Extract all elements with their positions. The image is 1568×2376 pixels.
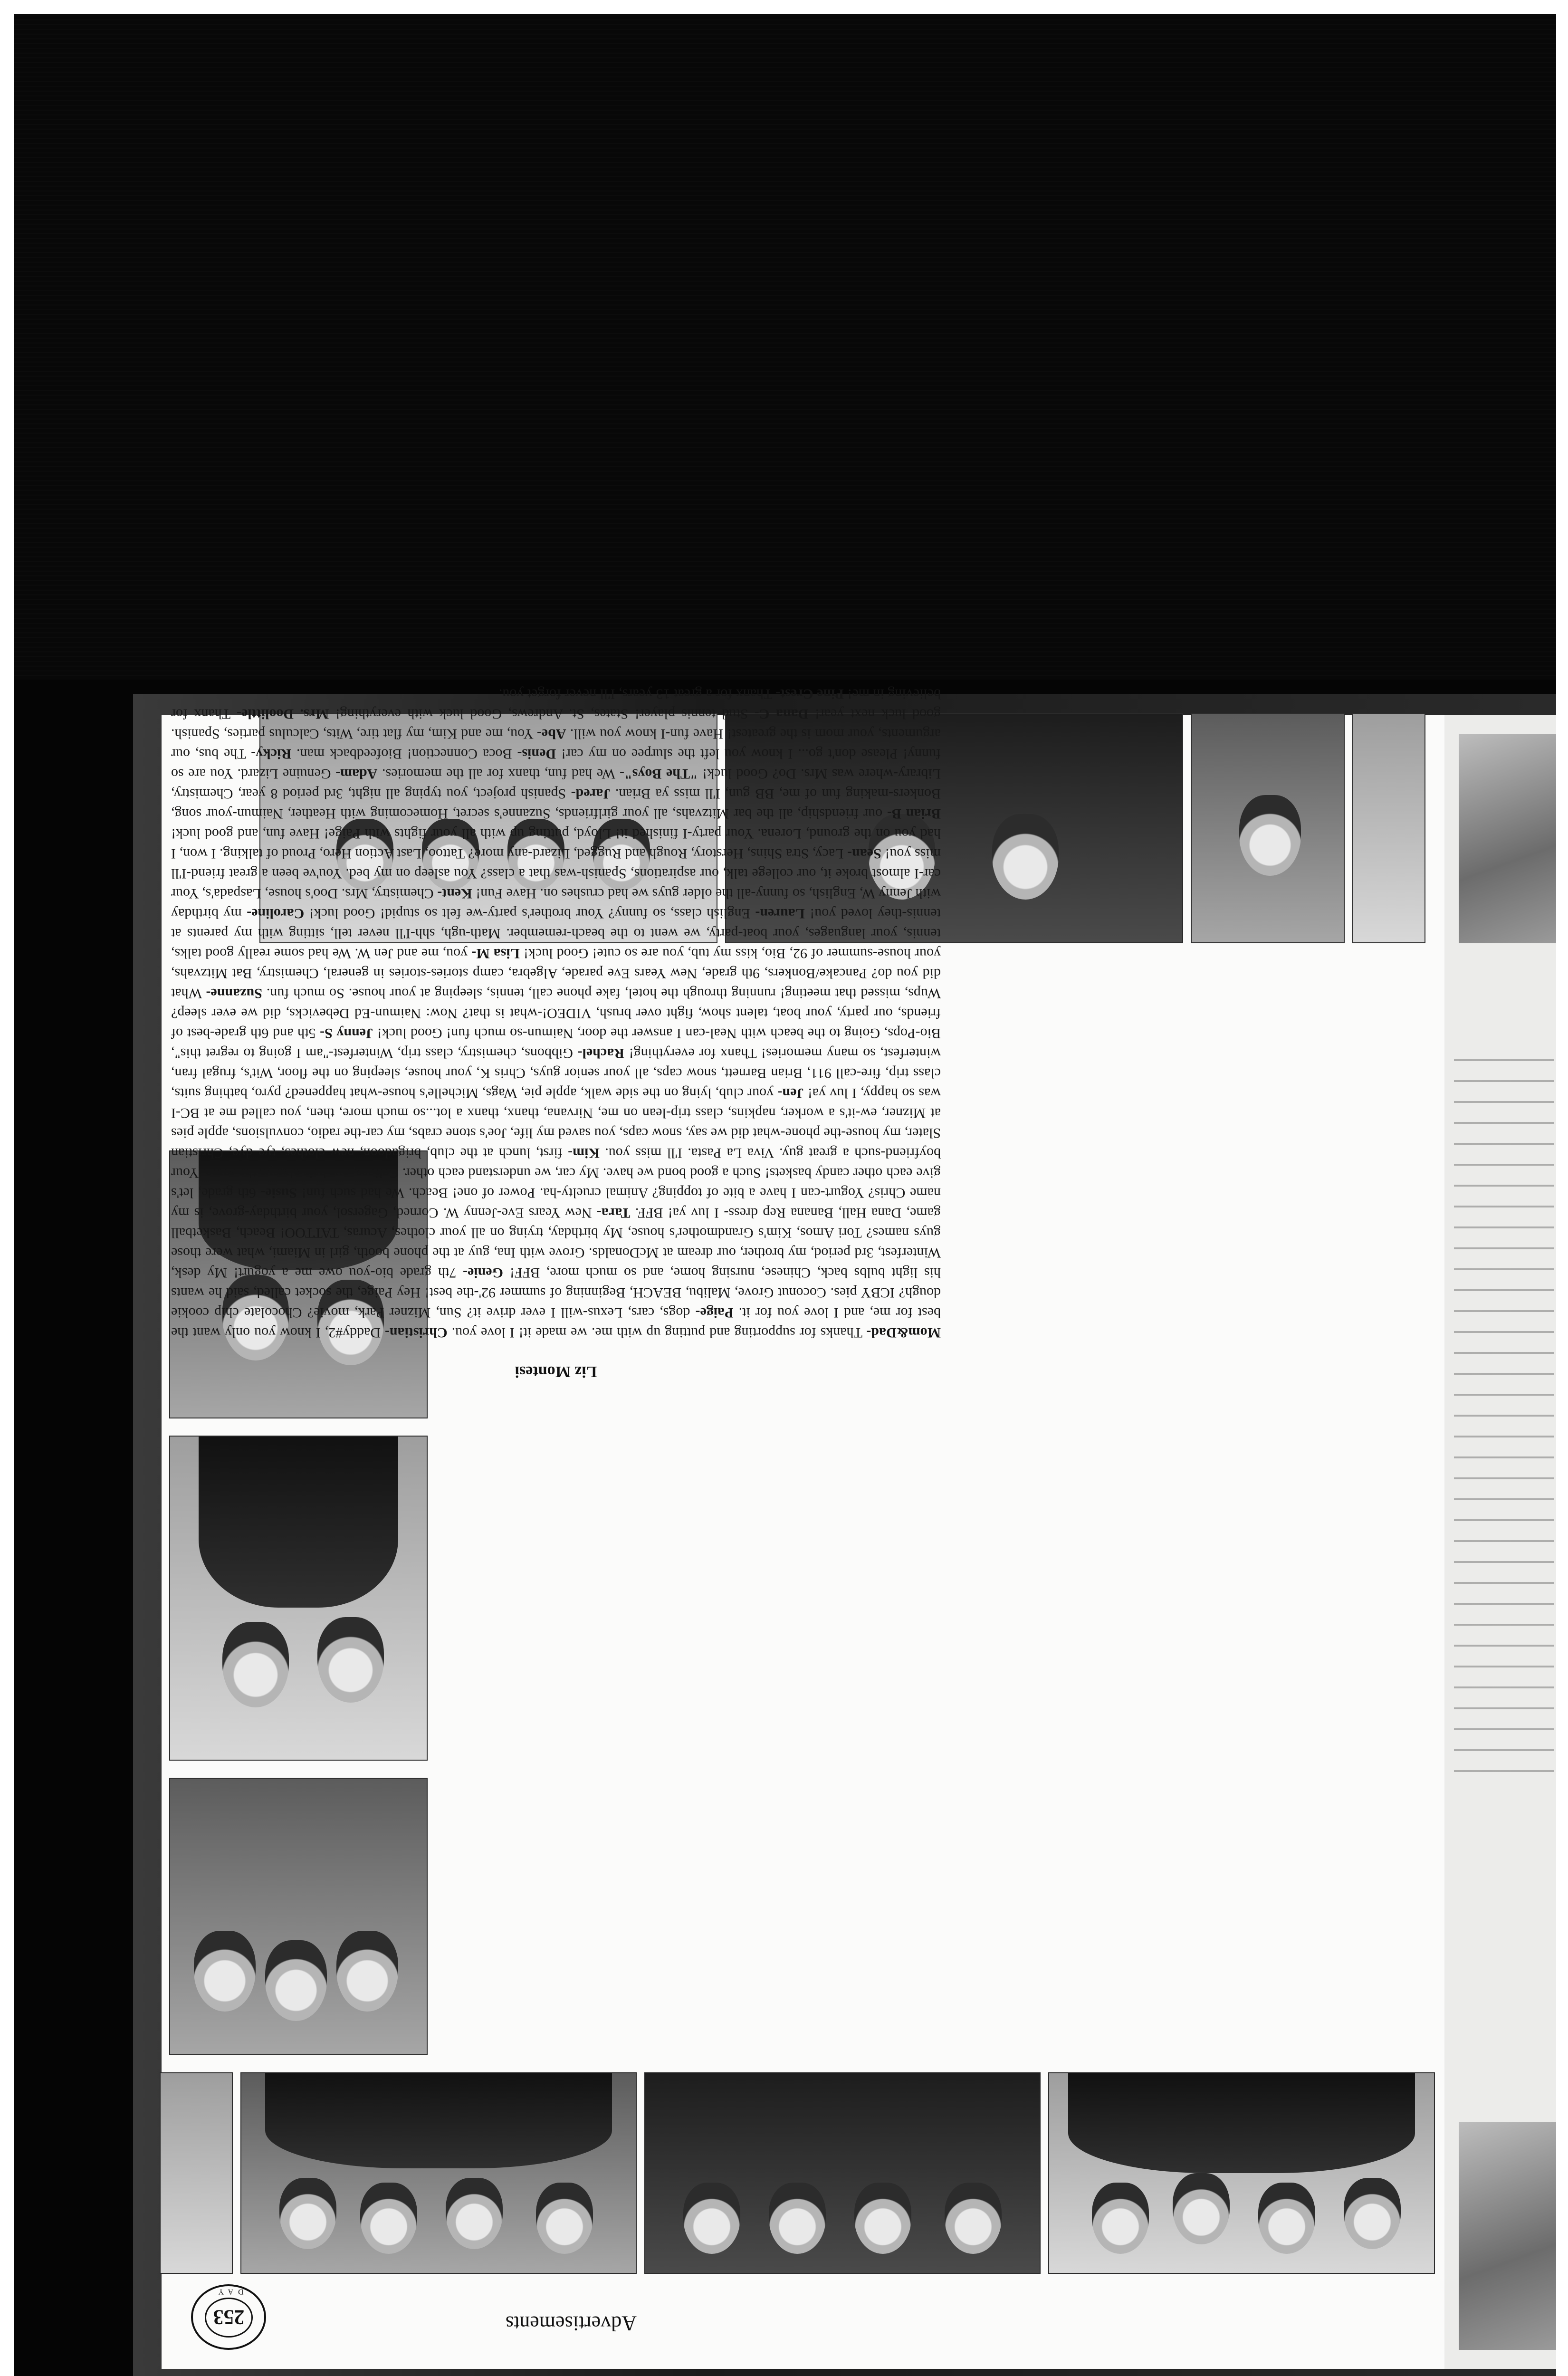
dedication-message: 5th and 6th grade-best of friends, our party, your boat, talent show, fight over brush, VIDEO!-what is that? Now: Naimun-Ed Debevicks, did we ever sleep? Wups, missed that meeting! running through the hotel, fake phone call, tennis, sleeping at your house. So much fun. — [171, 986, 941, 1041]
dedication-name: Abe- — [536, 726, 566, 742]
dedication-message: my birthday with Jenny W, English, so funny-all the older guys we had crushes on. Have Fun! — [171, 886, 941, 921]
dedication-message: Chemistry, Mrs. Doo's house, Laspada's, Your car-I almost broke it, our college talk, our aspirations, Spanish-was that a class? You asleep on my bed. You've been a great friend-I'll miss you! — [171, 846, 941, 901]
dedication-name: Lauren- — [755, 906, 805, 921]
dedication-name: Rachel- — [577, 1045, 624, 1061]
adjacent-page-photo — [1459, 734, 1556, 943]
photo-bottom-right-partial — [1352, 713, 1425, 943]
dedication-name: Caroline- — [247, 906, 305, 921]
badge-label: DAY — [213, 2288, 244, 2296]
dedication-message: New Years Eve-Jenny W. Corned, Gagersol, your birthday-grove, is my name Chris? Yogurt-can I have a bite of topping? Animal cruelty-ha. Power of one! Beach. We had such fun! — [171, 1185, 941, 1221]
dedication-name: Jen- — [777, 1085, 804, 1101]
dedication-name: Ricky- — [251, 746, 292, 762]
adjacent-page-text — [1454, 1048, 1554, 1784]
dedication-message: You, me and Kim, my flat tire, Wits, Calculus parties, Spanish. good luck next year! — [171, 706, 941, 742]
dedication-name: Genie- — [463, 1265, 503, 1281]
dedication-message: first, lunch at the club, brigadoon, new clothes, tye dye, Christian Slater, my house-the phone-what did we say, snow caps, you saved my life, Joe's stone crabs, my car-the radio, convulsions, apple pies at Mizner, ew-it's a worker, napkins, class trip-lean on me, Nirvana, thanx, thanx a lot...so much more, then, you called me at BC-I was so happy, I luv ya! — [171, 1085, 941, 1161]
photo-group-four-girls — [1048, 2072, 1435, 2274]
dedication-message: Thanks for supporting and putting up with me. we made it! I love you. — [447, 1325, 867, 1341]
photo-three-girls-hands — [169, 1778, 428, 2055]
adjacent-page-photo-lower — [1459, 2122, 1556, 2350]
dedication-message: Genuine Lizard. You are so funny! Please don't go... I know you left the slurpee on my car! — [171, 746, 941, 782]
dedication-name: Pine Crest- — [775, 686, 844, 702]
photo-two-girls-outdoors — [169, 1436, 428, 1761]
dedication-name: Mrs. Doolittle- — [237, 706, 329, 722]
dedication-text — [171, 686, 941, 1342]
yearbook-page — [162, 686, 1444, 2369]
dedication-name: Tara- — [596, 1205, 631, 1221]
page-number-badge — [191, 2284, 266, 2350]
photo-partial-edge — [160, 2072, 233, 2274]
dedication-message: The bus, our arguments, your mom is the greatest! Have fun-I know you will. — [171, 726, 941, 762]
dedication-name: Dana C- — [754, 706, 809, 722]
dedication-name: Sean- — [847, 846, 881, 862]
dedication-message: your club, lying on the side walk, apple pie, Wags, Michelle's house-what happened? pyro, bathing suits, class trip, fire-call 911, Brian Barnett, snow caps, all your senior guys, Chris K, your house, sleeping on the floor, Wit's, frugal fran, winterfest, so many memories! Thanx for everything! — [171, 1045, 941, 1101]
dedication-message: Thanx for a great 13 years, I'll never forget you. — [498, 686, 776, 702]
dedication-name: Lisa M- — [471, 946, 520, 961]
owner-name: Liz Montesi — [515, 1363, 597, 1380]
dedication-message: you, me and Jen W. We had some really good talks, tennis, your languages, your boat-party, we went to the beach-remember. Math-ugh, shh-I'll never tell, sitting with my parents at tennis-they loved you! — [171, 906, 941, 961]
dedication-name: Jenny S- — [320, 1025, 373, 1041]
dedication-name: Susie- — [260, 1185, 297, 1201]
dedication-name: Brian B- — [887, 806, 941, 822]
dedication-message: dogs, cars, Lexus-will I ever drive it? Sun, Mizner Park, movie? Chocolate chip cookie dough? ICBY pies. Coconut Grove, Malibu, BEACH, Beginning of summer 92'-the best! Hey Paige, the socket called, said he wants his light bulbs back, Chinese, nursing home, and so much more, BFF! — [171, 1265, 941, 1321]
dedication-name: Suzanne- — [206, 986, 262, 1001]
dedication-message: Daddy#2, I know you only want the best for me, and I love you for it. — [171, 1305, 941, 1341]
dedication-message: Boca Connection! Biofeedback man. — [291, 746, 517, 762]
dedication-name: Adam- — [335, 766, 378, 782]
page-number: 253 — [205, 2298, 253, 2338]
dedication-message: our friendship, all the bar Mitzvahs, all your girlfriends, Suzanne's secret, Homecoming with Heather, Naimun-your song, Bonkers-making fun of me, BB gun, I'll miss ya Brian. — [171, 786, 941, 822]
dedication-name: Jared- — [571, 786, 611, 802]
photo-four-girls-portrait — [240, 2072, 637, 2274]
photo-friends-bottom-left — [1191, 713, 1345, 943]
dedication-message: Stud tennis player! States, St. Andrews, Good luck with everything! — [329, 706, 755, 722]
dedication-name: "The Boys"- — [620, 766, 698, 782]
photo-four-girls-dresses — [644, 2072, 1041, 2274]
dedication-name: Christian- — [384, 1325, 448, 1341]
dedication-message: Gibbons, chemistry, class trip, Winterfest-"am I going to regret this", Bio-Pops, Going to the beach with Neal-can I answer the door, Naimun-so much fun! Good luck! — [171, 1025, 941, 1061]
dedication-name: Denis- — [517, 746, 556, 762]
dedication-message: 7th grade bio-you owe me a yogurt! My desk, Winterfest, 3rd period, my brother, our dream at McDonalds. Grove with Ina, guy at the phone booth, girl in Miami, what were those guys names? Tori Amos, Kim's Grandmother's house, My birthday, trying on all your clothes, Acuras, TATTOO! Beach, Basketball game, Dana Hall, Banana Rep dress- I luv ya! BFF. — [171, 1205, 941, 1281]
dedication-message: English class, so funny? Your brother's party-we felt so stupid! Good luck! — [304, 906, 755, 921]
dedication-message: 6th grade, let's give each other candy baskets! Such a good bond we have. My car, we understand each other. Celicas, our hair-always the same. Your boyfriend-such a great guy. Viva La Pasta. I'll miss you. — [171, 1145, 941, 1201]
dedication-name: Kim- — [568, 1145, 600, 1161]
dedication-message: Spanish project, you typing all night, 3rd period 8 year, Chemistry, Library-where was Mrs. Do? Good luck! — [171, 766, 941, 802]
scanner-lid-texture — [14, 14, 1556, 680]
dedication-name: Paige- — [695, 1305, 734, 1321]
dedication-name: Mom&Dad- — [866, 1325, 941, 1341]
dedication-name: Kent- — [437, 886, 472, 901]
dedication-message: What did you do? Pancake/Bonkers, 9th grade, New Years Eve parade, Algebra, camp stories-stories in general, Chemistry, Bat Mitzvahs, your house-summer of 92, Bio, kiss my tub, you are so cute! Good luck! — [171, 946, 941, 1001]
adjacent-page-edge — [1444, 715, 1556, 2369]
section-title: Advertisements — [505, 2312, 637, 2335]
dedication-message: Thanx for believing in me! — [171, 686, 941, 722]
dedication-message: Lacy, Stra Shins, Herstory, Rough and Rugged, Lizard-any more? Tattoo, Last Action Hero, Proud of talking. I won, I had you on the ground, Lorena. Your party-I finished it! Lloyd, putting up with all your fights with Paige! Have fun, and good luck! — [171, 826, 941, 862]
dedication-message: We had fun, thanx for all the memories. — [377, 766, 620, 782]
